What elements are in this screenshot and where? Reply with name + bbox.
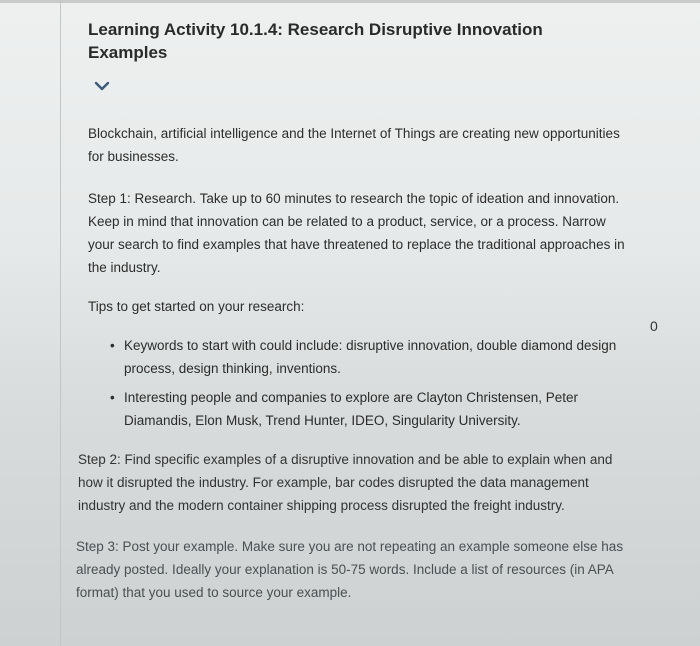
reply-count: 0: [650, 318, 658, 334]
left-margin-line: [60, 0, 61, 646]
tips-list: [110, 334, 633, 432]
bullet-icon: •: [110, 338, 115, 353]
tip-text: Interesting people and companies to explore are Clayton Christensen, Peter Diamandis, Elon Musk, Trend Hunter, IDEO, Singularity University.: [124, 390, 579, 428]
step-2-text: Step 2: Find specific examples of a disruptive innovation and be able to explain when and how it disrupted the industry. For example, bar codes disrupted the data management industry and the modern container shipping process disrupted the freight industry.: [78, 452, 613, 513]
tips-heading: Tips to get started on your research:: [88, 299, 305, 314]
list-item: [110, 386, 633, 432]
activity-content: [76, 18, 633, 604]
bullet-icon: •: [110, 390, 115, 405]
top-border: [0, 0, 700, 3]
step-3-text: Step 3: Post your example. Make sure you are not repeating an example someone else has already posted. Ideally your explanation is 50-75 words. Include a list of resources (in APA format) that you used to source your example.: [76, 539, 624, 600]
activity-title: Learning Activity 10.1.4: Research Disruptive Innovation Examples: [88, 20, 543, 62]
chevron-down-icon[interactable]: [94, 78, 110, 88]
list-item: [110, 334, 633, 380]
intro-text: Blockchain, artificial intelligence and the Internet of Things are creating new opportunities for businesses.: [88, 126, 620, 164]
tip-text: Keywords to start with could include: disruptive innovation, double diamond design process, design thinking, inventions.: [124, 338, 617, 376]
step-1-text: Step 1: Research. Take up to 60 minutes to research the topic of ideation and innovation. Keep in mind that innovation can be related to a product, service, or a process. Narrow your search to find examples that have threatened to replace the traditional approaches in the industry.: [88, 191, 625, 275]
